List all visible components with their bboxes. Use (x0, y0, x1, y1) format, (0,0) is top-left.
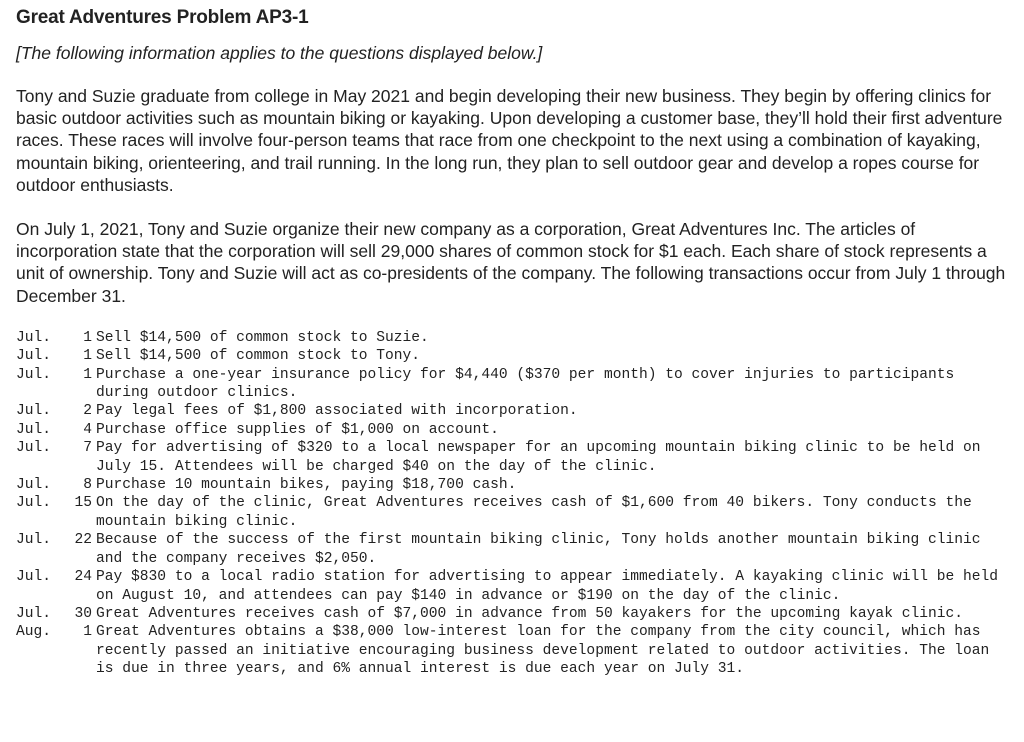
transaction-description: Because of the success of the first mountain biking clinic, Tony holds another mountain biking clinic and the company receives $2,050. (96, 532, 981, 567)
transaction-day: 4 (83, 421, 92, 438)
transaction-date (16, 329, 96, 347)
transaction-date (16, 494, 96, 512)
transaction-date (16, 421, 96, 439)
transaction-description: Pay for advertising of $320 to a local newspaper for an upcoming mountain biking clinic to be held on July 15. Attendees will be charged $40 on the day of the clinic. (96, 440, 981, 475)
transaction-day: 7 (83, 440, 92, 457)
transaction-month: Jul. (16, 421, 52, 438)
transaction-row (16, 605, 1008, 623)
transaction-month: Jul. (16, 440, 52, 457)
transaction-description: Purchase 10 mountain bikes, paying $18,700 cash. (96, 477, 517, 494)
transaction-description: Great Adventures obtains a $38,000 low-interest loan for the company from the city council, which has recently passed an initiative encouraging business development related to outdoor activities. The loan is due in three years, and 6% annual interest is due each year on July 31. (96, 624, 990, 678)
transaction-month: Jul. (16, 329, 52, 346)
transaction-day: 1 (83, 366, 92, 383)
problem-subtitle: [The following information applies to the questions displayed below.] (16, 43, 543, 63)
transaction-date (16, 439, 96, 457)
transaction-date (16, 605, 96, 623)
transaction-description: Pay legal fees of $1,800 associated with incorporation. (96, 403, 578, 420)
transaction-description: Purchase a one-year insurance policy for $4,440 ($370 per month) to cover injuries to participants during outdoor clinics. (96, 366, 955, 402)
intro-paragraph: Tony and Suzie graduate from college in May 2021 and begin developing their new business. They begin by offering clinics for basic outdoor activities such as mountain biking or kayaking. Upon developing a customer base, they’ll hold their first adventure races. These races will involve four-person teams that race from one checkpoint to the next using a combination of kayaking, mountain biking, orienteering, and trail running. In the long run, they plan to sell outdoor gear and develop a ropes course for outdoor enthusiasts. (16, 86, 1003, 195)
transaction-row (16, 347, 1008, 365)
transaction-day: 1 (83, 329, 92, 346)
transaction-description: Sell $14,500 of common stock to Tony. (96, 348, 421, 365)
transaction-day: 30 (74, 605, 92, 622)
transaction-month: Jul. (16, 569, 52, 586)
transaction-date (16, 623, 96, 641)
transaction-date (16, 531, 96, 549)
transaction-month: Jul. (16, 403, 52, 420)
transaction-row (16, 568, 1008, 605)
transaction-row (16, 476, 1008, 494)
organization-paragraph: On July 1, 2021, Tony and Suzie organize their new company as a corporation, Great Adventures Inc. The articles of incorporation state that the corporation will sell 29,000 shares of common stock for $1 each. Each share of stock represents a unit of ownership. Tony and Suzie will act as co-presidents of the company. The following transactions occur from July 1 through December 31. (16, 219, 1006, 306)
transaction-row (16, 439, 1008, 476)
transaction-day: 1 (83, 348, 92, 365)
transaction-row (16, 494, 1008, 531)
transaction-day: 8 (83, 477, 92, 494)
transaction-row (16, 421, 1008, 439)
transaction-description: Sell $14,500 of common stock to Suzie. (96, 329, 429, 346)
transaction-row (16, 623, 1008, 678)
transaction-month: Jul. (16, 348, 52, 365)
transaction-description: Purchase office supplies of $1,000 on account. (96, 421, 499, 438)
transaction-date (16, 476, 96, 494)
transaction-row (16, 366, 1008, 403)
transaction-month: Jul. (16, 532, 52, 549)
transaction-month: Jul. (16, 605, 52, 622)
transaction-date (16, 347, 96, 365)
transaction-day: 24 (74, 569, 92, 586)
transaction-month: Jul. (16, 366, 52, 383)
transaction-row (16, 329, 1008, 347)
transaction-description: Pay $830 to a local radio station for advertising to appear immediately. A kayaking clinic will be held on August 10, and attendees can pay $140 in advance or $190 on the day of the clinic. (96, 569, 999, 604)
transaction-day: 22 (74, 532, 92, 549)
transaction-description: Great Adventures receives cash of $7,000 in advance from 50 kayakers for the upcoming kayak clinic. (96, 605, 964, 622)
transaction-date (16, 568, 96, 586)
transaction-list (16, 329, 1008, 679)
transaction-month: Aug. (16, 624, 52, 641)
transaction-date (16, 366, 96, 384)
transaction-day: 2 (83, 403, 92, 420)
transaction-day: 15 (74, 495, 92, 512)
transaction-description: On the day of the clinic, Great Adventures receives cash of $1,600 from 40 bikers. Tony conducts the mountain biking clinic. (96, 495, 972, 530)
transaction-row (16, 402, 1008, 420)
transaction-row (16, 531, 1008, 568)
transaction-date (16, 402, 96, 420)
transaction-month: Jul. (16, 495, 52, 512)
transaction-day: 1 (83, 624, 92, 641)
problem-title: Great Adventures Problem AP3-1 (16, 7, 309, 28)
transaction-month: Jul. (16, 477, 52, 494)
